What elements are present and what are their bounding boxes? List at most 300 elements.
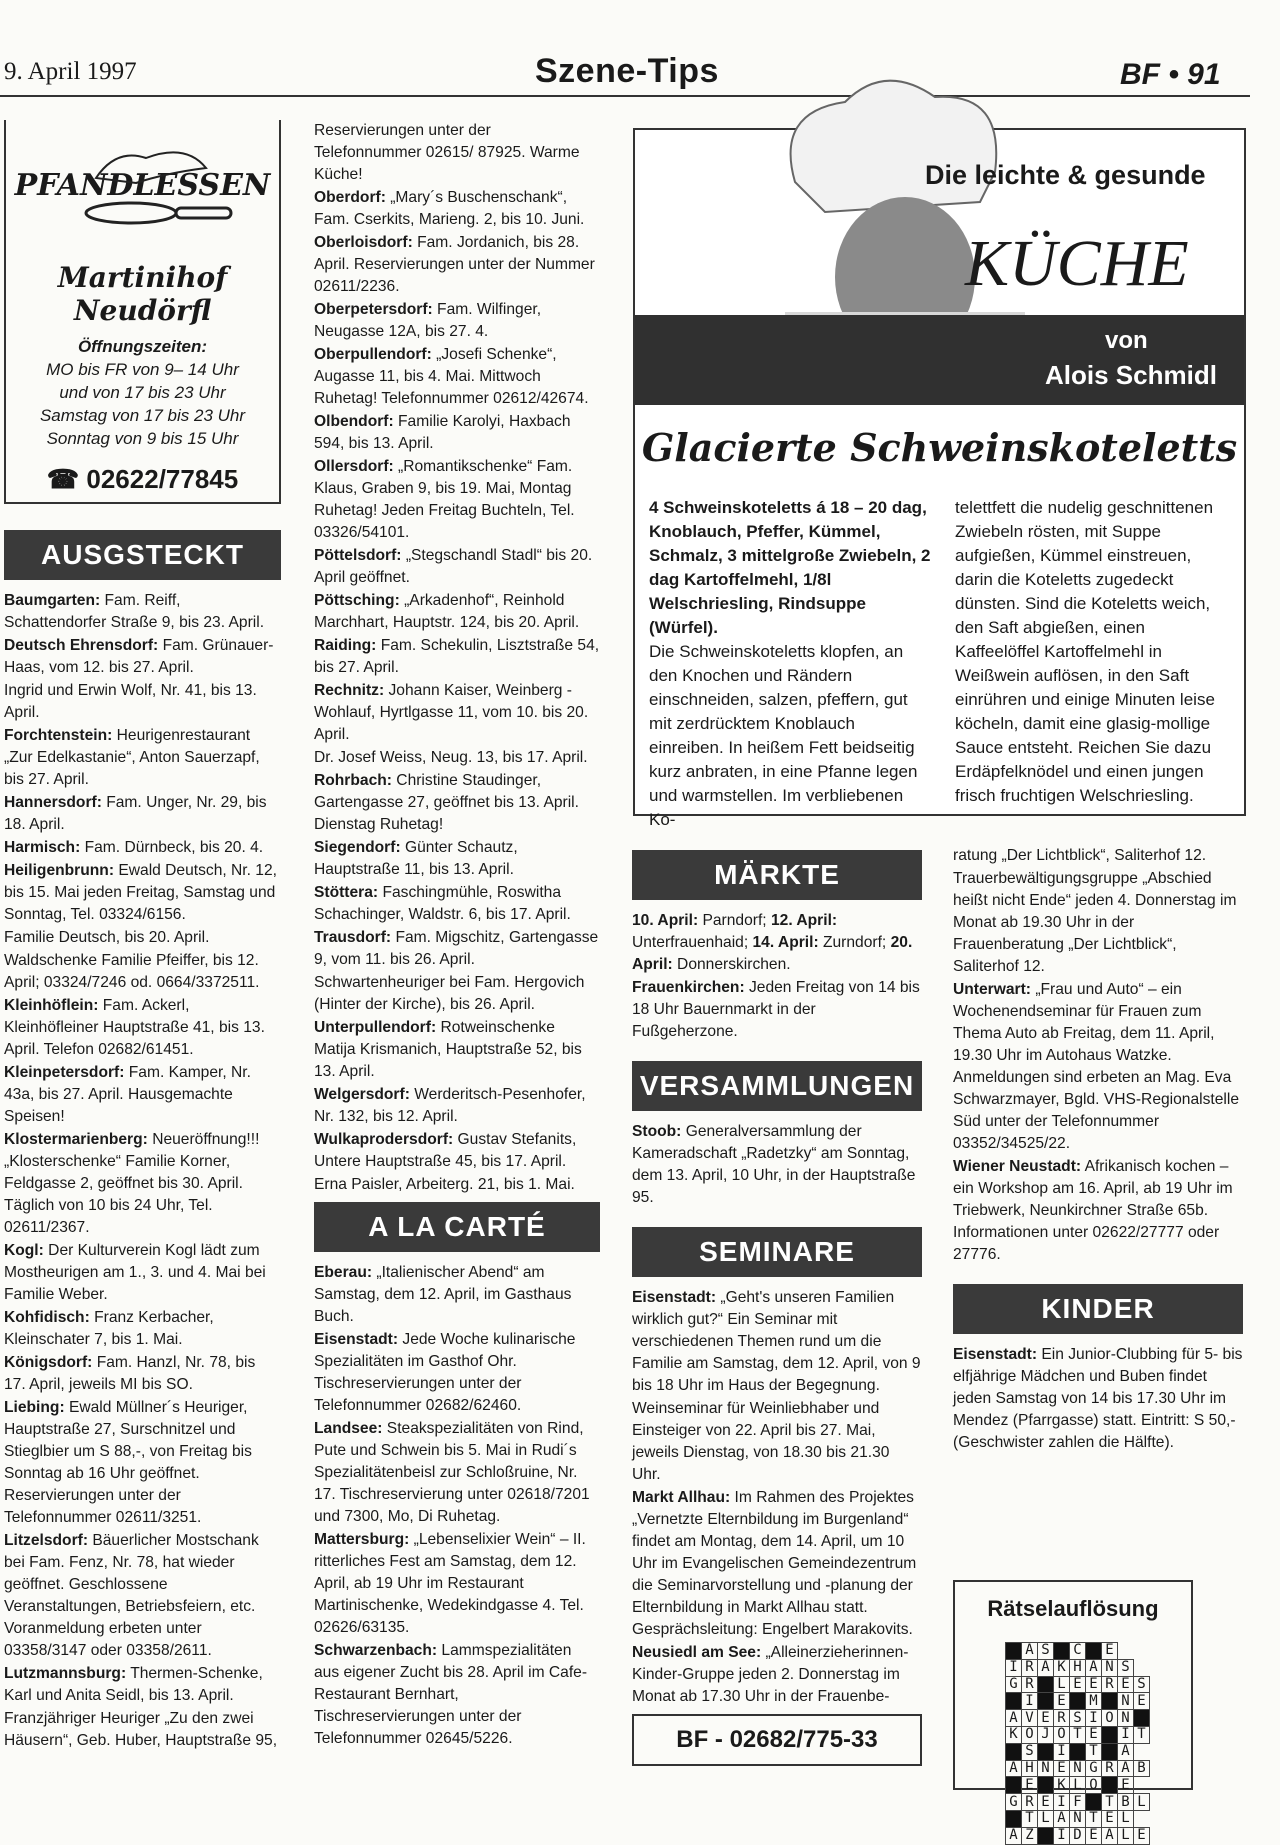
recipe-text-left — [649, 496, 931, 832]
listing-place: Ollersdorf: — [314, 458, 394, 475]
puzzle-row — [1006, 1794, 1150, 1811]
puzzle-cell: L — [1118, 1810, 1134, 1827]
puzzle-cell — [1102, 1693, 1118, 1710]
puzzle-cell: V — [1022, 1710, 1038, 1727]
listing-entry — [4, 1663, 281, 1707]
listing-text: Fam. Jordanich, bis 28. April. Reservierungen unter der Nummer 02611/2236. — [314, 234, 595, 295]
puzzle-cell: K — [1054, 1777, 1070, 1794]
puzzle-cell: O — [1054, 1726, 1070, 1743]
puzzle-cell: M — [1086, 1693, 1102, 1710]
listing-entry — [314, 344, 600, 410]
ausgsteckt-list — [4, 590, 281, 1752]
listing-place: Unterpullendorf: — [314, 1019, 437, 1036]
listing-text: Schwartenheuriger bei Fam. Hergovich (Hinter der Kirche), bis 26. April. — [314, 974, 585, 1013]
puzzle-cell: B — [1134, 1760, 1150, 1777]
puzzle-cell: E — [1054, 1760, 1070, 1777]
puzzle-cell: E — [1038, 1794, 1054, 1811]
listing-place: Liebing: — [4, 1399, 65, 1416]
recipe-method-2: telettfett die nudelig geschnittenen Zwiebeln rösten, mit Suppe aufgießen, Kümmel einstreuen, darin die Koteletts zugedeckt dünsten. Sind die Koteletts weich, den Saft abgießen, einen Kaffeelöffel Kartoffelmehl in Weißwein auflösen, in den Saft einrühren und einige Minuten leise köcheln, damit eine glasig-mollige Sauce entsteht. Reichen Sie dazu Erdäpfelknödel und einen jungen frisch fruchtigen Welschriesling. — [955, 498, 1215, 805]
listing-entry — [314, 972, 600, 1016]
listing-entry — [314, 1418, 600, 1528]
puzzle-grid — [1005, 1642, 1150, 1845]
puzzle-cell: A — [1086, 1659, 1102, 1676]
puzzle-cell: R — [1054, 1710, 1070, 1727]
listing-place: Harmisch: — [4, 839, 81, 856]
listing-entry — [632, 977, 922, 1043]
puzzle-cell — [1006, 1810, 1022, 1827]
listing-place: Trausdorf: — [314, 929, 392, 946]
puzzle-cell: E — [1086, 1827, 1102, 1844]
puzzle-row — [1006, 1659, 1150, 1676]
ausgsteckt-column — [4, 530, 281, 1753]
puzzle-cell: E — [1118, 1777, 1134, 1794]
listing-text: Ein Junior-Clubbing für 5- bis elfjährige Mädchen und Buben findet jeden Samstag von 14 bis 17.30 Uhr im Mendez (Pfarrgasse) statt. Eintritt: S 50,- (Geschwister zahlen die Hälfte). — [953, 1346, 1243, 1451]
listing-entry — [314, 120, 600, 186]
puzzle-cell: I — [1022, 1693, 1038, 1710]
listing-entry — [4, 590, 281, 634]
listing-place: Wiener Neustadt: — [953, 1158, 1082, 1175]
ad-hours-line: und von 17 bis 23 Uhr — [59, 383, 226, 402]
listing-place: Stöttera: — [314, 884, 379, 901]
puzzle-cell: N — [1038, 1760, 1054, 1777]
listing-place: Klostermarienberg: — [4, 1131, 148, 1148]
page-number: BF • 91 — [1120, 58, 1221, 91]
puzzle-cell: A — [1022, 1643, 1038, 1660]
puzzle-cell: R — [1022, 1676, 1038, 1693]
listing-text: Heurigenrestaurant „Zur Edelkastanie“, Anton Sauerzapf, bis 27. April. — [4, 727, 260, 788]
maerkte-list — [632, 910, 922, 1043]
puzzle-solution-box — [953, 1580, 1193, 1844]
listing-text: Gustav Stefanits, Untere Hauptstraße 45, bis 17. April. — [314, 1131, 577, 1170]
puzzle-cell: Z — [1022, 1827, 1038, 1844]
listing-entry — [314, 232, 600, 298]
listing-text: Fam. Hanzl, Nr. 78, bis 17. April, jeweils MI bis SO. — [4, 1354, 256, 1393]
listing-text: Familie Deutsch, bis 20. April. — [4, 929, 210, 946]
maerkte-heading: MÄRKTE — [632, 850, 922, 900]
listing-place: Rechnitz: — [314, 682, 385, 699]
recipe-box — [633, 128, 1246, 829]
listing-entry — [4, 1352, 281, 1396]
puzzle-cell: G — [1086, 1760, 1102, 1777]
puzzle-cell — [1086, 1643, 1102, 1660]
listing-text: Christine Staudinger, Gartengasse 27, geöffnet bis 13. April. Dienstag Ruhetag! — [314, 772, 579, 833]
listing-text: Waldschenke Familie Pfeiffer, bis 12. April; 03324/7246 od. 0664/3372511. — [4, 952, 260, 991]
listing-text: Generalversammlung der Kameradschaft „Radetzky“ am Sonntag, dem 13. April, 10 Uhr, in der Hauptstraße 95. — [632, 1123, 916, 1206]
versammlungen-heading: VERSAMMLUNGEN — [632, 1061, 922, 1111]
listing-text: ratung „Der Lichtblick“, Saliterhof 12. — [953, 847, 1207, 864]
kinder-list — [953, 1344, 1243, 1454]
listing-entry — [4, 725, 281, 791]
listing-text: Günter Schautz, Hauptstraße 11, bis 13. April. — [314, 839, 518, 878]
listing-place: Markt Allhau: — [632, 1489, 731, 1506]
listing-text: Jeden Freitag von 14 bis 18 Uhr Bauernmarkt in der Fußgeherzone. — [632, 979, 920, 1040]
puzzle-cell: H — [1022, 1760, 1038, 1777]
listing-entry — [314, 545, 600, 589]
listing-entry — [632, 1398, 922, 1486]
listing-place: Unterwart: — [953, 981, 1031, 998]
listing-entry — [314, 1174, 600, 1196]
puzzle-cell — [1038, 1676, 1054, 1693]
puzzle-cell — [1102, 1777, 1118, 1794]
listing-entry — [314, 1262, 600, 1328]
puzzle-cell: I — [1054, 1827, 1070, 1844]
listing-text: Ingrid und Erwin Wolf, Nr. 41, bis 13. April. — [4, 682, 257, 721]
listing-entry — [314, 187, 600, 231]
puzzle-cell: L — [1038, 1810, 1054, 1827]
listing-place: Deutsch Ehrensdorf: — [4, 637, 159, 654]
listing-entry — [314, 882, 600, 926]
listing-entry — [314, 927, 600, 971]
ad-phone-number: 02622/77845 — [86, 464, 239, 494]
puzzle-cell: E — [1054, 1693, 1070, 1710]
puzzle-cell: E — [1118, 1676, 1134, 1693]
listing-entry — [4, 860, 281, 926]
listing-entry — [4, 1129, 281, 1239]
puzzle-cell: S — [1038, 1643, 1054, 1660]
listing-text: „Stegschandl Stadl“ bis 20. April geöffnet. — [314, 547, 593, 586]
listing-text: Im Rahmen des Projektes „Vernetzte Elternbildung im Burgenland“ findet am Montag, dem 14. April, um 10 Uhr im Evangelischen Gemeindezentrum die Seminarvorstellung und -planung der Elternbildung in Markt Allhau statt. Gesprächsleitung: Engelbert Marakovits. — [632, 1489, 917, 1638]
puzzle-cell: B — [1118, 1794, 1134, 1811]
listing-place: Rohrbach: — [314, 772, 392, 789]
listing-entry — [314, 1129, 600, 1173]
puzzle-cell: E — [1038, 1710, 1054, 1727]
listing-place: 12. April: — [770, 912, 838, 929]
events-column-3 — [632, 850, 922, 1709]
listing-place: Hannersdorf: — [4, 794, 102, 811]
puzzle-cell — [1134, 1710, 1150, 1727]
listing-place: Königsdorf: — [4, 1354, 93, 1371]
puzzle-cell: I — [1006, 1659, 1022, 1676]
listing-text: Rotweinschenke Matija Krismanich, Hauptstraße 52, bis 13. April. — [314, 1019, 582, 1080]
listing-place: Welgersdorf: — [314, 1086, 410, 1103]
puzzle-cell — [1102, 1726, 1118, 1743]
puzzle-cell: S — [1118, 1659, 1134, 1676]
puzzle-cell: A — [1118, 1760, 1134, 1777]
puzzle-row — [1006, 1760, 1150, 1777]
listing-text: Fam. Wilfinger, Neugasse 12A, bis 27. 4. — [314, 301, 542, 340]
puzzle-cell: F — [1070, 1794, 1086, 1811]
listing-text: „Alleinerzieherinnen-Kinder-Gruppe jeden 2. Donnerstag im Monat ab 17.30 Uhr in der Frauenbe- — [632, 1644, 909, 1705]
recipe-ingredients: 4 Schweinskoteletts á 18 – 20 dag, Knoblauch, Pfeffer, Kümmel, Schmalz, 3 mittelgroße Zwiebeln, 2 dag Kartoffelmehl, 1/8l Welschriesling, Rindsuppe (Würfel). — [649, 498, 931, 637]
listing-place: Stoob: — [632, 1123, 682, 1140]
listing-place: Kohfidisch: — [4, 1309, 90, 1326]
puzzle-cell: E — [1102, 1643, 1118, 1660]
puzzle-cell: N — [1070, 1810, 1086, 1827]
listing-text: Faschingmühle, Roswitha Schachinger, Waldstr. 6, bis 17. April. — [314, 884, 571, 923]
listing-place: Oberpullendorf: — [314, 346, 432, 363]
listing-entry — [314, 1017, 600, 1083]
puzzle-cell: A — [1102, 1827, 1118, 1844]
puzzle-row — [1006, 1777, 1150, 1794]
listing-text: „Lebenselixier Wein“ – II. ritterliches Fest am Samstag, dem 12. April, ab 19 Uhr im Restaurant Martinischenke, Wedekindgasse 4. Tel. 02626/63135. — [314, 1531, 586, 1636]
ad-hours-line: MO bis FR von 9– 14 Uhr — [46, 360, 239, 379]
listing-entry — [314, 590, 600, 634]
listing-entry — [314, 1640, 600, 1750]
puzzle-cell: J — [1038, 1726, 1054, 1743]
listing-place: Kleinhöflein: — [4, 997, 99, 1014]
puzzle-cell — [1006, 1743, 1022, 1760]
listing-place: Lutzmannsburg: — [4, 1665, 127, 1682]
listing-entry — [4, 1307, 281, 1351]
listing-text: Afrikanisch kochen – ein Workshop am 16. April, ab 19 Uhr im Triebwerk, Neunkirchner Straße 65b. Informationen unter 02622/27777 oder 27776. — [953, 1158, 1233, 1263]
puzzle-cell: A — [1006, 1710, 1022, 1727]
puzzle-cell: R — [1022, 1794, 1038, 1811]
listing-entry — [632, 1287, 922, 1397]
puzzle-cell: L — [1118, 1827, 1134, 1844]
recipe-von: von — [1105, 327, 1148, 354]
listing-text: Steakspezialitäten von Rind, Pute und Schwein bis 5. Mai in Rudi´s Spezialitätenbeisl zur Schloßruine, Nr. 17. Tischreservierung unter 02618/7201 und 7300, Mo, Di Ruhetag. — [314, 1420, 590, 1525]
puzzle-cell: L — [1134, 1794, 1150, 1811]
puzzle-row — [1006, 1693, 1150, 1710]
puzzle-cell — [1006, 1643, 1022, 1660]
listing-entry — [4, 680, 281, 724]
listing-text: Neueröffnung!!! „Klosterschenke“ Familie Korner, Feldgasse 2, geöffnet bis 30. April. Täglich von 10 bis 24 Uhr, Tel. 02611/2367. — [4, 1131, 260, 1236]
listing-text: Zurndorf; — [818, 934, 891, 951]
puzzle-cell: E — [1086, 1676, 1102, 1693]
puzzle-cell: H — [1070, 1659, 1086, 1676]
listing-text: „Romantikschenke“ Fam. Klaus, Graben 9, bis 19. Mai, Montag Ruhetag! Jeden Freitag Buchteln, Tel. 03326/54101. — [314, 458, 575, 541]
listing-text: Fam. Unger, Nr. 29, bis 18. April. — [4, 794, 267, 833]
listing-place: Kleinpetersdorf: — [4, 1064, 125, 1081]
listing-entry — [4, 1062, 281, 1128]
puzzle-cell — [1102, 1743, 1118, 1760]
listing-entry — [953, 1344, 1243, 1454]
listing-place: Eisenstadt: — [314, 1331, 399, 1348]
listing-text: Unterfrauenhaid; — [632, 934, 753, 951]
listing-text: Trauerbewältigungsgruppe „Abschied heißt nicht Ende“ jeden 4. Donnerstag im Monat ab 19.30 Uhr in der Frauenberatung „Der Lichtblick“, Saliterhof 12. — [953, 870, 1237, 975]
ad-hours-line: Sonntag von 9 bis 15 Uhr — [46, 429, 239, 448]
puzzle-cell — [1038, 1827, 1054, 1844]
listing-place: Kogl: — [4, 1242, 44, 1259]
puzzle-cell: L — [1054, 1676, 1070, 1693]
listing-text: Fam. Schekulin, Lisztstraße 54, bis 27. April. — [314, 637, 600, 676]
recipe-method-1: Die Schweinskoteletts klopfen, an den Knochen und Rändern einschneiden, salzen, pfeffern, gut mit zerdrücktem Knoblauch einreiben. In heißem Fett beidseitig kurz anbraten, in eine Pfanne legen und warmstellen. Im verbliebenen Ko- — [649, 642, 918, 829]
puzzle-cell: L — [1070, 1777, 1086, 1794]
listing-text: Werderitsch-Pesenhofer, Nr. 132, bis 12. April. — [314, 1086, 586, 1125]
listing-entry — [4, 635, 281, 679]
listing-place: Litzelsdorf: — [4, 1532, 89, 1549]
listing-entry — [4, 1397, 281, 1529]
puzzle-row — [1006, 1676, 1150, 1693]
listing-text: „Frau und Auto“ – ein Wochenendseminar für Frauen zum Thema Auto ab Freitag, dem 11. April, 19.30 Uhr im Autohaus Watzke. Anmeldungen sind erbeten an Mag. Eva Schwarzmayer, Bgld. VHS-Regionalstelle Süd unter der Telefonnummer 03352/34525/22. — [953, 981, 1240, 1152]
listing-text: Reservierungen unter der Telefonnummer 02615/ 87925. Warme Küche! — [314, 122, 580, 183]
listing-place: 10. April: — [632, 912, 699, 929]
listing-text: Lammspezialitäten aus eigener Zucht bis 28. April im Cafe-Restaurant Bernhart, Tischreservierungen unter der Telefonnummer 02645/5226. — [314, 1642, 588, 1747]
pfandlessen-ad — [4, 120, 281, 504]
listing-entry — [632, 1121, 922, 1209]
listing-text: Thermen-Schenke, Karl und Anita Seidl, bis 13. April. — [4, 1665, 263, 1704]
listing-place: Eisenstadt: — [953, 1346, 1038, 1363]
listing-entry — [4, 995, 281, 1061]
listing-place: Eisenstadt: — [632, 1289, 717, 1306]
ad-title: PFANDLESSEN — [14, 168, 271, 203]
listing-entry — [953, 868, 1243, 978]
puzzle-cell: A — [1118, 1743, 1134, 1760]
recipe-author: Alois Schmidl — [1045, 360, 1217, 390]
alacarte-list — [314, 1262, 600, 1750]
listing-entry — [314, 837, 600, 881]
puzzle-cell — [1038, 1693, 1054, 1710]
listing-entry — [632, 1642, 922, 1708]
puzzle-cell: E — [1134, 1693, 1150, 1710]
heurigen-column-2 — [314, 120, 600, 1751]
listing-text: Familie Karolyi, Haxbach 594, bis 13. April. — [314, 413, 571, 452]
listing-entry — [314, 680, 600, 746]
listing-text: Ewald Deutsch, Nr. 12, bis 15. Mai jeden Freitag, Samstag und Sonntag, Tel. 03324/6156. — [4, 862, 277, 923]
listing-entry — [632, 1487, 922, 1641]
listing-place: Oberloisdorf: — [314, 234, 413, 251]
listing-entry — [314, 299, 600, 343]
puzzle-cell: E — [1022, 1777, 1038, 1794]
listing-place: Eberau: — [314, 1264, 373, 1281]
listing-text: „Mary´s Buschenschank“, Fam. Cserkits, Marieng. 2, bis 10. Juni. — [314, 189, 585, 228]
ad-hours-line: Samstag von 17 bis 23 Uhr — [39, 406, 246, 425]
puzzle-row — [1006, 1827, 1150, 1844]
listing-entry — [4, 950, 281, 994]
listing-entry — [4, 927, 281, 949]
puzzle-cell: T — [1086, 1810, 1102, 1827]
listing-entry — [4, 1708, 281, 1752]
puzzle-cell: N — [1102, 1659, 1118, 1676]
puzzle-row — [1006, 1743, 1150, 1760]
puzzle-cell: I — [1118, 1726, 1134, 1743]
listing-place: Heiligenbrunn: — [4, 862, 115, 879]
listing-text: Bäuerlicher Mostschank bei Fam. Fenz, Nr. 78, hat wieder geöffnet. Geschlossene Veranstaltungen, Betriebsfeiern, etc. Voranmeldung erbeten unter 03358/3147 oder 03358/2611. — [4, 1532, 259, 1659]
puzzle-cell: O — [1102, 1710, 1118, 1727]
listing-text: Franzjähriger Heuriger „Zu den zwei Häusern“, Geb. Huber, Hauptstraße 95, — [4, 1710, 278, 1749]
seminare-heading: SEMINARE — [632, 1227, 922, 1277]
recipe-kueche: KÜCHE — [965, 227, 1189, 300]
puzzle-cell: I — [1054, 1794, 1070, 1811]
puzzle-cell: E — [1102, 1810, 1118, 1827]
puzzle-cell: R — [1022, 1659, 1038, 1676]
events-column-4 — [953, 845, 1243, 1455]
puzzle-cell: I — [1054, 1743, 1070, 1760]
puzzle-cell: K — [1054, 1659, 1070, 1676]
listing-text: Fam. Migschitz, Gartengasse 9, vom 11. bis 26. April. — [314, 929, 599, 968]
listing-place: Baumgarten: — [4, 592, 101, 609]
puzzle-cell — [1086, 1794, 1102, 1811]
puzzle-cell: I — [1086, 1710, 1102, 1727]
issue-date: 9. April 1997 — [4, 58, 137, 85]
listing-entry — [314, 770, 600, 836]
bf-phone-box: BF - 02682/775-33 — [632, 1714, 922, 1766]
puzzle-cell: T — [1134, 1726, 1150, 1743]
listing-place: 20. April: — [632, 934, 913, 973]
listing-place: 14. April: — [752, 934, 819, 951]
listing-entry — [314, 747, 600, 769]
listing-text: „Geht's unseren Familien wirklich gut?“ Ein Seminar mit verschiedenen Themen rund um die Familie am Samstag, dem 12. April, von 9 bis 18 Uhr im Haus der Begegnung. — [632, 1289, 921, 1394]
puzzle-row — [1006, 1710, 1150, 1727]
listing-text: Jede Woche kulinarische Spezialitäten im Gasthof Ohr. Tischreservierungen unter der Telefonnummer 02682/62460. — [314, 1331, 576, 1414]
listing-place: Pöttsching: — [314, 592, 400, 609]
listing-place: Raiding: — [314, 637, 377, 654]
listing-entry — [4, 1240, 281, 1306]
puzzle-cell: E — [1070, 1676, 1086, 1693]
puzzle-cell: G — [1006, 1676, 1022, 1693]
puzzle-cell: C — [1070, 1643, 1086, 1660]
puzzle-cell: A — [1006, 1827, 1022, 1844]
seminare-continued-list — [953, 845, 1243, 1266]
puzzle-cell: O — [1022, 1726, 1038, 1743]
puzzle-row — [1006, 1643, 1150, 1660]
seminare-list — [632, 1287, 922, 1708]
ausgsteckt-heading: AUSGSTECKT — [4, 530, 281, 580]
listing-text: Fam. Grünauer-Haas, vom 12. bis 27. April. — [4, 637, 274, 676]
listing-entry — [314, 1329, 600, 1417]
puzzle-cell: A — [1054, 1810, 1070, 1827]
puzzle-cell: E — [1086, 1726, 1102, 1743]
listing-place: Oberdorf: — [314, 189, 386, 206]
recipe-dish-title: Glacierte Schweinskoteletts — [641, 425, 1238, 470]
puzzle-cell — [1006, 1693, 1022, 1710]
alacarte-heading: A LA CARTÉ — [314, 1202, 600, 1252]
listing-place: Oberpetersdorf: — [314, 301, 433, 318]
puzzle-cell: S — [1022, 1743, 1038, 1760]
puzzle-row — [1006, 1726, 1150, 1743]
puzzle-cell: R — [1102, 1676, 1118, 1693]
puzzle-cell: S — [1070, 1710, 1086, 1727]
listing-place: Pöttelsdorf: — [314, 547, 402, 564]
listing-text: Ewald Müllner´s Heuriger, Hauptstraße 27, Surschnitzel und Stieglbier um S 88,-, von Freitag bis Sonntag ab 16 Uhr geöffnet. Reservierungen unter der Telefonnummer 02611/3251. — [4, 1399, 252, 1526]
listing-entry — [4, 837, 281, 859]
listing-text: Weinseminar für Weinliebhaber und Einsteiger von 22. April bis 27. Mai, jeweils Dienstag, von 18.30 bis 21.30 Uhr. — [632, 1400, 890, 1483]
listing-text: Dr. Josef Weiss, Neug. 13, bis 17. April. — [314, 749, 588, 766]
puzzle-cell: K — [1006, 1726, 1022, 1743]
puzzle-cell: A — [1038, 1659, 1054, 1676]
listing-entry — [4, 792, 281, 836]
listing-place: Schwarzenbach: — [314, 1642, 438, 1659]
recipe-text-right — [955, 496, 1233, 808]
listing-text: Johann Kaiser, Weinberg - Wohlauf, Hyrtlgasse 11, vom 10. bis 20. April. — [314, 682, 589, 743]
listing-place: Olbendorf: — [314, 413, 394, 430]
listing-text: „Arkadenhof“, Reinhold Marchhart, Hauptstr. 124, bis 20. April. — [314, 592, 580, 631]
listing-entry — [314, 635, 600, 679]
ad-phone: ☎ 02622/77845 — [46, 464, 239, 494]
puzzle-cell: N — [1118, 1693, 1134, 1710]
puzzle-cell — [1054, 1643, 1070, 1660]
puzzle-cell — [1006, 1777, 1022, 1794]
puzzle-cell: E — [1134, 1827, 1150, 1844]
listing-entry — [314, 456, 600, 544]
listing-entry — [314, 411, 600, 455]
puzzle-cell — [1038, 1743, 1054, 1760]
pan-illustration — [46, 138, 246, 228]
puzzle-cell: T — [1102, 1794, 1118, 1811]
puzzle-cell: T — [1022, 1810, 1038, 1827]
puzzle-cell — [1038, 1777, 1054, 1794]
puzzle-cell: N — [1118, 1710, 1134, 1727]
listing-place: Siegendorf: — [314, 839, 401, 856]
puzzle-title: Rätselauflösung — [987, 1596, 1159, 1621]
header-rule — [0, 95, 1250, 97]
puzzle-cell: T — [1086, 1743, 1102, 1760]
puzzle-cell: G — [1006, 1794, 1022, 1811]
puzzle-cell: D — [1070, 1827, 1086, 1844]
recipe-kicker: Die leichte & gesunde — [925, 160, 1206, 190]
puzzle-cell: T — [1070, 1726, 1086, 1743]
puzzle-cell: N — [1070, 1760, 1086, 1777]
listing-entry — [632, 910, 922, 976]
kinder-heading: KINDER — [953, 1284, 1243, 1334]
listing-place: Frauenkirchen: — [632, 979, 745, 996]
listing-text: Erna Paisler, Arbeiterg. 21, bis 1. Mai. — [314, 1176, 575, 1193]
puzzle-cell: A — [1006, 1760, 1022, 1777]
puzzle-cell: S — [1134, 1676, 1150, 1693]
listing-entry — [953, 1156, 1243, 1266]
listing-text: Der Kulturverein Kogl lädt zum Mostheurigen am 1., 3. und 4. Mai bei Familie Weber. — [4, 1242, 266, 1303]
listing-text: Fam. Dürnbeck, bis 20. 4. — [80, 839, 264, 856]
